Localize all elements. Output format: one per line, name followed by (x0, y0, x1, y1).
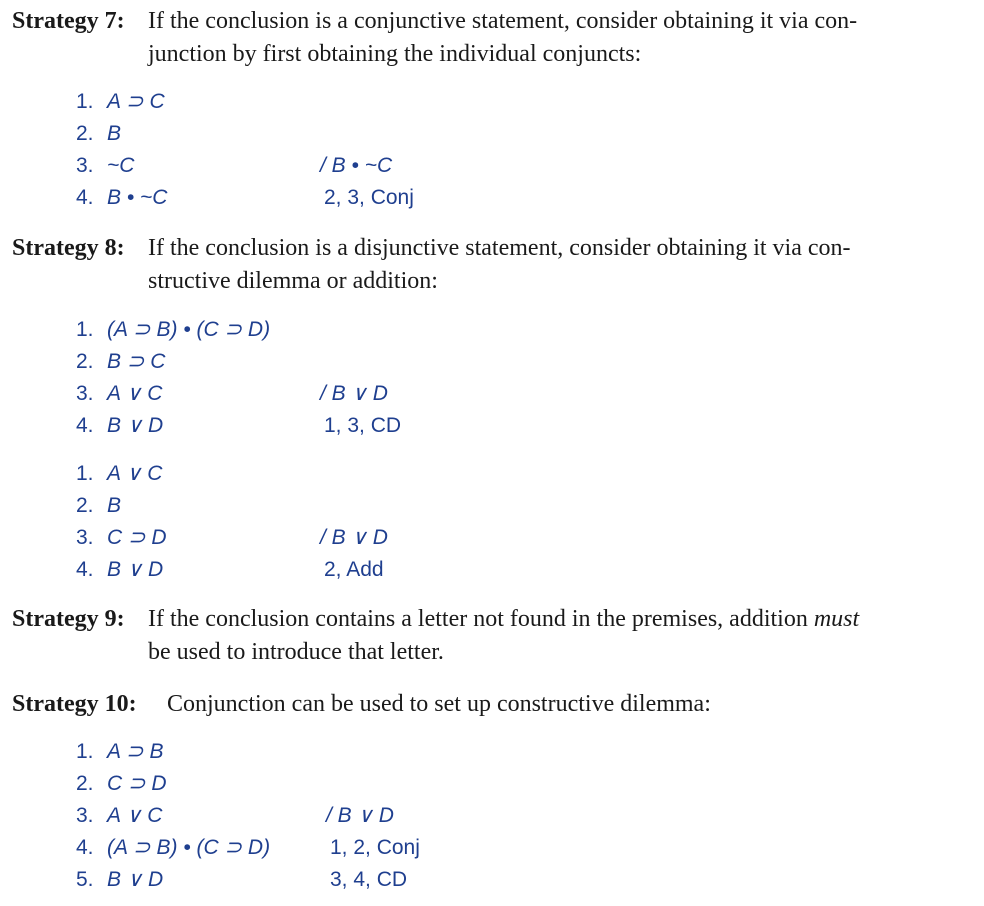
strategy-7-line-2: junction by first obtaining the individual conjuncts: (148, 41, 642, 67)
strategy-9-line-2: be used to introduce that letter. (148, 639, 444, 665)
line-number: 1. (76, 462, 94, 485)
justification: 1, 3, CD (324, 414, 402, 437)
line-number: 3. (76, 154, 94, 177)
formula: B • ~C (107, 186, 168, 209)
justification: 2, Add (324, 558, 384, 581)
line-number: 5. (76, 868, 94, 891)
formula: A ⊃ B (107, 740, 164, 763)
formula: (A ⊃ B) • (C ⊃ D) (107, 836, 271, 859)
line-number: 2. (76, 494, 94, 517)
conclusion-goal: / B ∨ D (320, 382, 388, 405)
strategy-7-text (148, 5, 857, 71)
formula: A ∨ C (107, 462, 163, 485)
justification: 1, 2, Conj (330, 836, 420, 859)
formula: A ∨ C (107, 382, 163, 405)
formula: (A ⊃ B) • (C ⊃ D) (107, 318, 271, 341)
formula: A ∨ C (107, 804, 163, 827)
strategy-10-text (167, 688, 711, 721)
strategy-10-heading: Strategy 10: (12, 691, 137, 717)
line-number: 2. (76, 772, 94, 795)
strategy-8-line-1: If the conclusion is a disjunctive statement, consider obtaining it via con- (148, 235, 851, 261)
formula: B ∨ D (107, 558, 164, 581)
line-number: 3. (76, 382, 94, 405)
strategy-9-line-1 (148, 603, 859, 636)
justification: 2, 3, Conj (324, 186, 414, 209)
strategy-10-line-1: Conjunction can be used to set up constructive dilemma: (167, 691, 711, 717)
formula: C ⊃ D (107, 526, 167, 549)
line-number: 1. (76, 90, 94, 113)
line-number: 1. (76, 740, 94, 763)
formula: ~C (107, 154, 135, 177)
strategy-9-line-1-text: If the conclusion contains a letter not found in the premises, addition (148, 606, 814, 632)
conclusion-goal: / B • ~C (320, 154, 393, 177)
emphasis-must: must (813, 606, 860, 632)
line-number: 3. (76, 526, 94, 549)
line-number: 4. (76, 836, 94, 859)
line-number: 2. (76, 350, 94, 373)
formula: B ∨ D (107, 414, 164, 437)
justification: 3, 4, CD (330, 868, 408, 891)
line-number: 1. (76, 318, 94, 341)
line-number: 2. (76, 122, 94, 145)
conclusion-goal: / B ∨ D (320, 526, 388, 549)
line-number: 4. (76, 414, 94, 437)
formula: B ⊃ C (107, 350, 166, 373)
strategy-8-text (148, 232, 851, 298)
formula: B (107, 494, 122, 517)
strategy-7-heading: Strategy 7: (12, 8, 125, 34)
strategy-7-line-1: If the conclusion is a conjunctive statement, consider obtaining it via con- (148, 8, 858, 34)
formula: B ∨ D (107, 868, 164, 891)
strategy-8-heading: Strategy 8: (12, 235, 125, 261)
line-number: 3. (76, 804, 94, 827)
strategy-9-heading: Strategy 9: (12, 606, 125, 632)
line-number: 4. (76, 558, 94, 581)
formula: A ⊃ C (107, 90, 165, 113)
line-number: 4. (76, 186, 94, 209)
strategy-9-text (148, 603, 859, 669)
conclusion-goal: / B ∨ D (326, 804, 394, 827)
formula: C ⊃ D (107, 772, 167, 795)
formula: B (107, 122, 122, 145)
strategy-8-line-2: structive dilemma or addition: (148, 268, 438, 294)
